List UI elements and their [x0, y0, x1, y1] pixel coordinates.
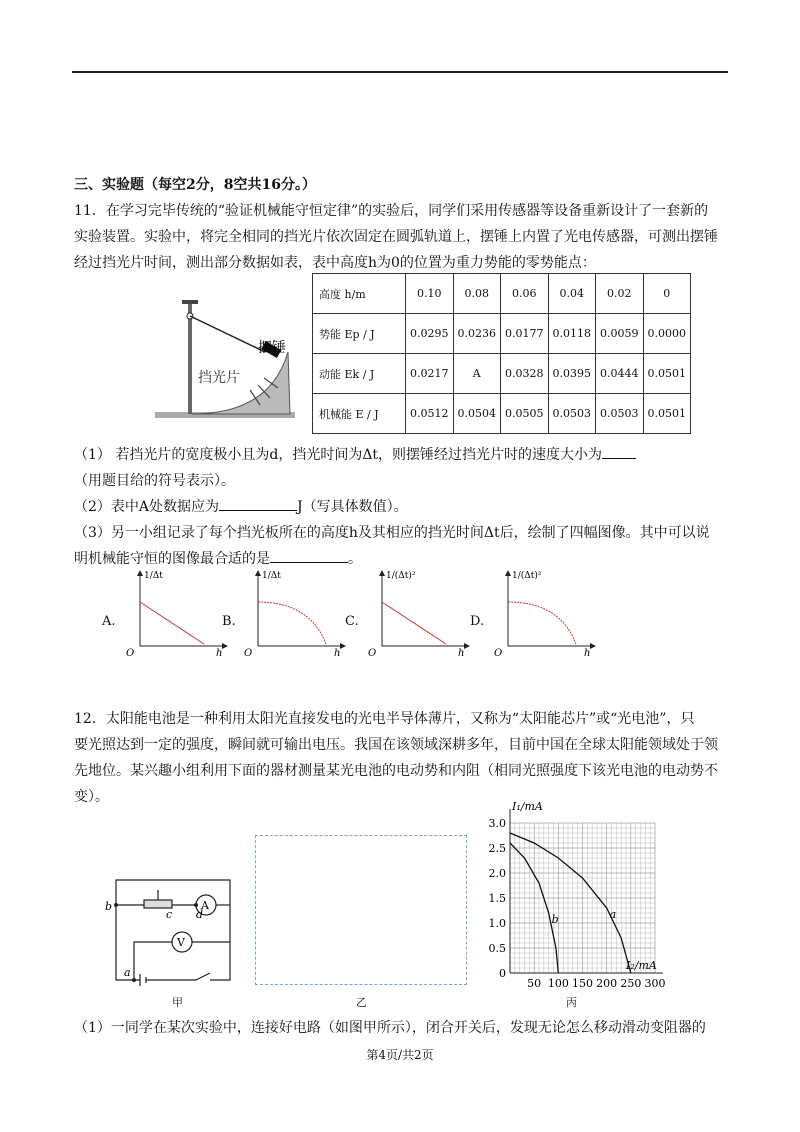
graph-grid	[510, 823, 655, 973]
table-cell: 0.0503	[548, 394, 596, 434]
table-cell: 0.10	[406, 274, 454, 314]
option-b-label: B.	[222, 614, 236, 629]
x-axis-label: h	[458, 648, 465, 659]
y-tick-label: 2.0	[488, 867, 506, 880]
table-cell: 0.0505	[501, 394, 549, 434]
table-cell: 0.0501	[643, 354, 691, 394]
shade-label: 挡光片	[198, 369, 240, 385]
y-tick-label: 1.0	[488, 917, 506, 930]
answer-blank-3[interactable]	[270, 548, 348, 563]
y-tick-label: 0	[499, 967, 506, 980]
row-header: 机械能 E / J	[313, 394, 406, 434]
x-axis-label: h	[334, 648, 341, 659]
option-b-graph	[240, 566, 350, 660]
table-cell: 0.0512	[406, 394, 454, 434]
top-rule	[72, 71, 728, 73]
y-axis-label: 1/(Δt)²	[386, 571, 416, 581]
y-tick-label: 2.5	[488, 842, 506, 855]
q11-sub2-unit: J（写具体数值）。	[297, 499, 408, 515]
node-d-label: d	[196, 908, 204, 921]
energy-table	[312, 273, 691, 434]
q11-sub1b: （用题目给的符号表示）。	[74, 473, 235, 489]
q11-line-3: 经过挡光片时间，测出部分数据如表，表中高度h为0的位置为重力势能的零势能点：	[74, 255, 596, 271]
y-axis-label: 1/Δt	[144, 571, 163, 581]
node-a-label: a	[124, 966, 131, 979]
option-d-label: D.	[470, 614, 485, 629]
graph-axes	[510, 809, 663, 973]
x-axis-label: h	[216, 648, 223, 659]
q11-sub2-text: （2）表中A处数据应为	[74, 499, 220, 515]
q12-line-2: 要光照达到一定的强度，瞬间就可输出电压。我国在该领域深耕多年，目前中国在全球太阳能领域处于领	[74, 737, 718, 753]
row-header: 势能 Ep / J	[313, 314, 406, 354]
row-header: 动能 Ek / J	[313, 354, 406, 394]
section-title: 三、实验题（每空2分，8空共16分。）	[74, 177, 316, 193]
table-cell: 0.0501	[643, 394, 691, 434]
x-axis-title: I₂/mA	[626, 959, 657, 972]
node-c-label: c	[166, 908, 173, 921]
q12-line-3: 先地位。某兴趣小组利用下面的器材测量某光电池的电动势和内阻（相同光照强度下该光电池的电动势不	[74, 763, 718, 779]
table-cell: 0.0395	[548, 354, 596, 394]
q12-line-1: 12．太阳能电池是一种利用太阳光直接发电的光电半导体薄片，又称为“太阳能芯片”或“光电池”，只	[74, 711, 695, 727]
x-tick-label: 300	[644, 977, 666, 990]
table-cell: 0.0177	[501, 314, 549, 354]
table-cell: 0.0295	[406, 314, 454, 354]
q11-line-2: 实验装置。实验中，将完全相同的挡光片依次固定在圆弧轨道上，摆锤上内置了光电传感器，可测出摆锤	[74, 229, 718, 245]
origin-label: O	[368, 648, 377, 659]
table-cell: 0.0118	[548, 314, 596, 354]
table-cell: 0	[643, 274, 691, 314]
x-axis-label: h	[584, 648, 591, 659]
option-d-graph	[490, 566, 600, 660]
answer-blank-1[interactable]	[602, 444, 636, 459]
y-axis-label: 1/Δt	[262, 571, 281, 581]
table-cell: 0.0503	[596, 394, 644, 434]
table-cell: 0.0059	[596, 314, 644, 354]
caption-jia: 甲	[172, 996, 183, 1009]
option-c-graph	[364, 566, 474, 660]
y-tick-label: 1.5	[488, 892, 506, 905]
curve-label-a: a	[609, 908, 617, 921]
circuit-diagram	[100, 870, 240, 995]
table-row	[313, 354, 691, 394]
q11-sub1-text: （1） 若挡光片的宽度极小且为d，挡光时间为Δt，则摆锤经过挡光片时的速度大小为	[74, 447, 603, 463]
answer-blank-2[interactable]	[219, 496, 297, 511]
table-cell: 0.0444	[596, 354, 644, 394]
y-tick-label: 3.0	[488, 817, 506, 830]
x-tick-label: 50	[527, 977, 542, 990]
voltmeter-label: V	[177, 936, 185, 949]
iv-graph	[478, 798, 678, 993]
x-tick-label: 150	[572, 977, 593, 990]
y-axis-title: I₁/mA	[512, 800, 543, 813]
caption-yi: 乙	[356, 996, 367, 1009]
curve-label-b: b	[551, 913, 559, 926]
caption-bing: 丙	[566, 996, 577, 1009]
period: 。	[348, 551, 362, 567]
option-c-label: C.	[345, 614, 359, 629]
table-row	[313, 314, 691, 354]
table-cell: 0.02	[596, 274, 644, 314]
pendulum-label: 摆锤	[258, 339, 286, 355]
y-axis-label: 1/(Δt)²	[512, 571, 542, 581]
ammeter-label: A	[201, 899, 209, 912]
q12-sub1: （1）一同学在某次实验中，连接好电路（如图甲所示），闭合开关后，发现无论怎么移动滑动变阻器的	[74, 1020, 706, 1036]
table-row	[313, 274, 691, 314]
table-row	[313, 394, 691, 434]
x-tick-label: 250	[620, 977, 642, 990]
table-cell: 0.0504	[453, 394, 501, 434]
q11-sub2	[74, 494, 408, 520]
y-tick-label: 0.5	[488, 942, 506, 955]
table-cell: 0.0217	[406, 354, 454, 394]
table-cell: 0.06	[501, 274, 549, 314]
pendulum-apparatus-figure	[150, 290, 300, 430]
q11-sub3: （3）另一小组记录了每个挡光板所在的高度h及其相应的挡光时间Δt后，绘制了四幅图像。其中可以说	[74, 525, 710, 541]
q11-line-1: 11．在学习完毕传统的“验证机械能守恒定律”的实验后，同学们采用传感器等设备重新设计了一套新的	[74, 203, 709, 219]
q11-sub1	[74, 442, 636, 468]
x-tick-label: 200	[596, 977, 618, 990]
table-cell: 0.08	[453, 274, 501, 314]
node-b-label: b	[105, 900, 113, 913]
x-tick-label: 100	[547, 977, 569, 990]
option-a-label: A.	[102, 614, 116, 629]
table-cell: 0.04	[548, 274, 596, 314]
table-cell: A	[453, 354, 501, 394]
q12-line-4: 变）。	[74, 789, 109, 805]
q11-sub3b-text: 明机械能守恒的图像最合适的是	[74, 551, 270, 567]
table-cell: 0.0236	[453, 314, 501, 354]
table-cell: 0.0328	[501, 354, 549, 394]
table-cell: 0.0000	[643, 314, 691, 354]
drawing-box[interactable]	[255, 835, 467, 985]
option-a-graph	[122, 566, 232, 660]
origin-label: O	[494, 648, 503, 659]
origin-label: O	[126, 648, 135, 659]
origin-label: O	[244, 648, 253, 659]
row-header: 高度 h/m	[313, 274, 406, 314]
page-footer: 第4页/共2页	[366, 1048, 434, 1062]
